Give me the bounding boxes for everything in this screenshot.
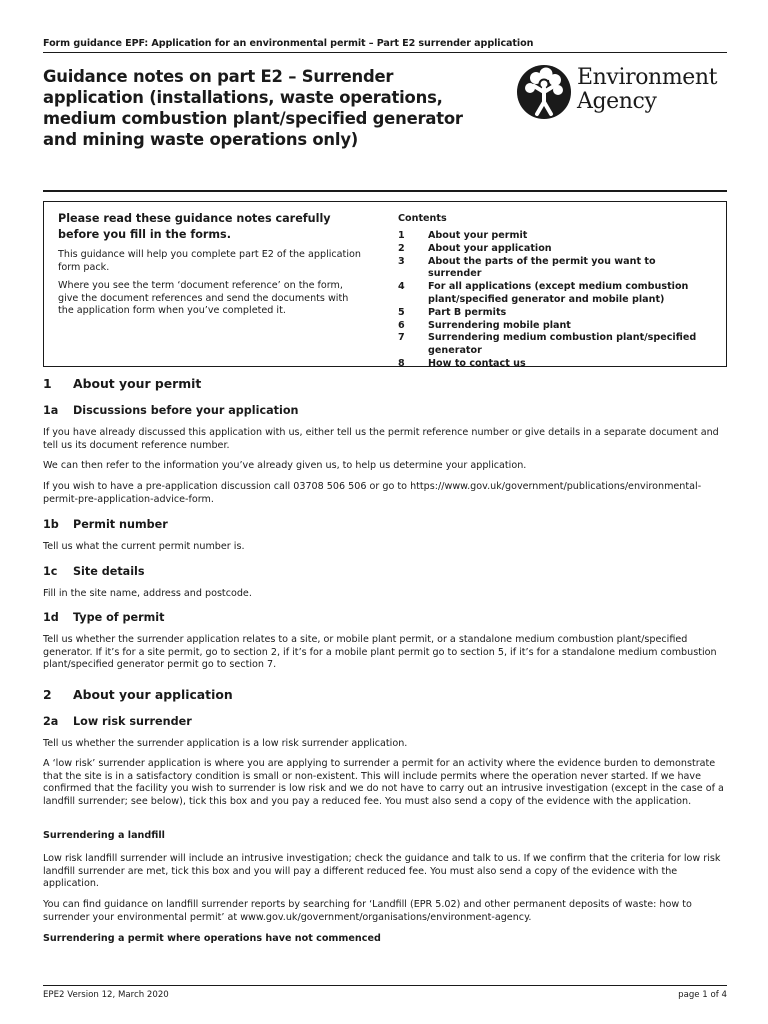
contents-item[interactable]: 3 About the parts of the permit you want to surrender [398, 255, 656, 280]
section-1d-heading: 1d Type of permit [43, 611, 165, 624]
form-header-line: Form guidance EPF: Application for an environmental permit – Part E2 surrender application [43, 38, 534, 49]
logo-line-1: Environment [577, 65, 718, 90]
section-2-heading: 2 About your application [43, 687, 233, 702]
contents-item[interactable]: 8 How to contact us [398, 357, 526, 369]
footer-page-number: page 1 of 4 [678, 990, 727, 1000]
section-1a-paragraph-1: If you have already discussed this application with us, either tell us the permit reference number or give details in a separate document and tell us its document reference number. [43, 427, 719, 451]
header-divider [43, 52, 727, 53]
tree-person-icon [516, 64, 572, 120]
contents-item[interactable]: 6 Surrendering mobile plant [398, 319, 571, 331]
section-1a-heading: 1a Discussions before your application [43, 404, 299, 417]
intro-lead: Please read these guidance notes carefully before you fill in the forms. [58, 212, 331, 241]
landfill-subheading: Surrendering a landfill [43, 830, 165, 841]
contents-list [398, 213, 718, 371]
section-1a-paragraph-2: We can then refer to the information you’ve already given us, to help us determine your application. [43, 460, 527, 471]
section-2a-paragraph-1: Tell us whether the surrender application is a low risk surrender application. [43, 738, 408, 749]
section-1a-paragraph-3: If you wish to have a pre-application discussion call 03708 506 506 or go to https://www.gov.uk/government/publications/environmental-permit-pre-application-advice-form. [43, 481, 702, 505]
section-1d-paragraph: Tell us whether the surrender application relates to a site, or mobile plant permit, or a standalone medium combustion plant/specified generator. If it’s for a site permit, go to section 2, if it’s for a mobile plant permit go to section 5, if it’s for a standalone medium combustion plant/specified generator permit go to section 7. [43, 634, 717, 671]
section-1c-heading: 1c Site details [43, 565, 145, 578]
not-commenced-subheading: Surrendering a permit where operations have not commenced [43, 933, 381, 944]
section-2a-paragraph-3: Low risk landfill surrender will include an intrusive investigation; check the guidance and talk to us. If we confirm that the criteria for low risk landfill surrender are met, tick this box and you will pay a different reduced fee. You must also send a copy of the evidence with the application. [43, 853, 721, 890]
contents-item[interactable]: 5 Part B permits [398, 306, 507, 318]
logo-wordmark [577, 66, 717, 114]
contents-title: Contents [398, 213, 447, 224]
section-2a-heading: 2a Low risk surrender [43, 715, 192, 728]
contents-item[interactable]: 4 For all applications (except medium combustion plant/specified generator and mobile plant) [398, 281, 689, 305]
section-1c-paragraph: Fill in the site name, address and postcode. [43, 588, 252, 599]
section-1b-paragraph: Tell us what the current permit number is. [43, 541, 245, 552]
page [43, 0, 727, 1024]
section-1b-heading: 1b Permit number [43, 518, 168, 531]
intro-paragraph-2: Where you see the term ‘document reference’ on the form, give the document references and send the documents with the application form when you’ve completed it. [58, 280, 349, 317]
contents-item[interactable]: 7 Surrendering medium combustion plant/specified generator [398, 332, 697, 357]
logo-line-2: Agency [577, 89, 657, 114]
intro-paragraph-1: This guidance will help you complete part E2 of the application form pack. [58, 249, 361, 273]
section-1-heading: 1 About your permit [43, 376, 202, 391]
footer-divider [43, 985, 727, 986]
environment-agency-logo [516, 62, 727, 122]
title-divider [43, 190, 727, 192]
intro-text [58, 211, 363, 324]
section-2a-paragraph-2: A ‘low risk’ surrender application is where you are applying to surrender a permit for an activity where the evidence burden to demonstrate that the site is in a satisfactory condition is small or non-existent. This will include permits where the operation never started. If we have confirmed that the facility you wish to surrender is low risk and we do not have to carry out an intrusive investigation (except in the case of a landfill surrender; see below), tick this box and you pay a reduced fee. You must also send a copy of the evidence with the application. [43, 758, 724, 807]
contents-item[interactable]: 2 About your application [398, 242, 552, 254]
intro-box [43, 201, 727, 367]
contents-item[interactable]: 1 About your permit [398, 230, 528, 241]
footer-version: EPE2 Version 12, March 2020 [43, 990, 169, 1000]
page-title: Guidance notes on part E2 – Surrender application (installations, waste operations, medium combustion plant/specified generator and mining waste operations only) [43, 67, 463, 149]
section-2a-paragraph-4: You can find guidance on landfill surrender reports by searching for ‘Landfill (EPR 5.02) and other permanent deposits of waste: how to surrender your environmental permit’ at www.gov.uk/government/organisations/environment-agency. [43, 899, 692, 923]
